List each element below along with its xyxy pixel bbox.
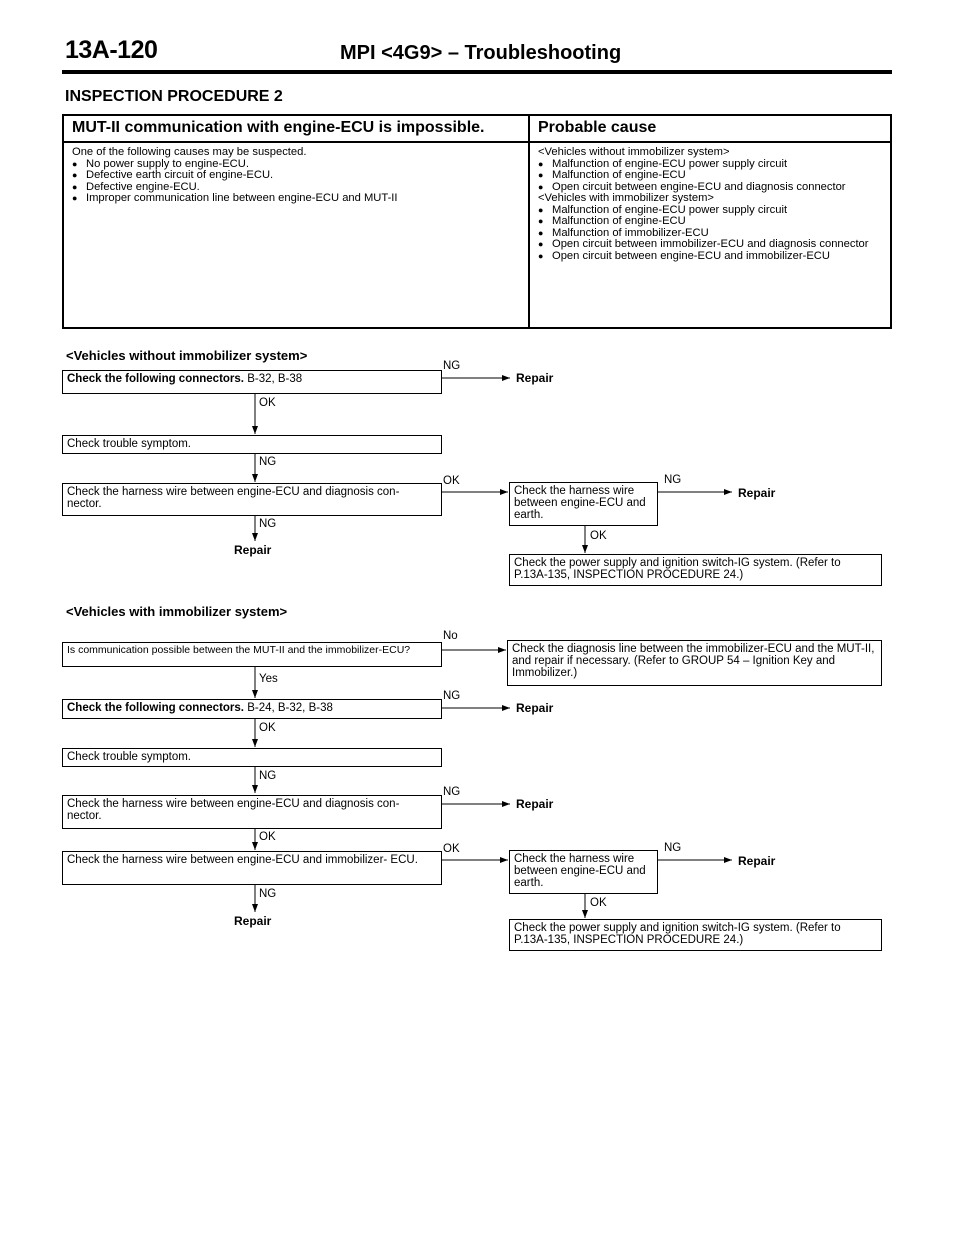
flow1-heading: <Vehicles without immobilizer system> (66, 348, 308, 363)
ok-label: OK (443, 843, 460, 855)
repair-label: Repair (738, 854, 776, 868)
flow1-check-harness-diagnosis: Check the harness wire between engine-ECU and diagnosis con- nector. (62, 483, 442, 516)
repair-label: Repair (516, 371, 554, 385)
flow2-check-diagnosis-line: Check the diagnosis line between the immobilizer-ECU and the MUT-II, and repair if necessary. (Refer to GROUP 54 – Ignition Key and Immobilizer.) (507, 640, 882, 686)
connector-check-label: Check the following connectors. (67, 702, 244, 714)
ng-label: NG (259, 518, 277, 530)
repair-label: Repair (234, 914, 272, 928)
procedure-title: INSPECTION PROCEDURE 2 (65, 88, 283, 105)
cause-group-title: <Vehicles without immobilizer system> (538, 146, 730, 158)
list-item: ● Open circuit between immobilizer-ECU and diagnosis connector (538, 239, 884, 251)
flow1-check-symptom: Check trouble symptom. (62, 435, 442, 454)
list-item: ● Improper communication line between engine-ECU and MUT-II (72, 193, 522, 205)
ok-label: OK (259, 397, 276, 409)
no-label: No (443, 630, 458, 642)
ng-label: NG (664, 474, 682, 486)
list-item: ● Open circuit between engine-ECU and immobilizer-ECU (538, 251, 884, 263)
flow2-check-harness-earth: Check the harness wire between engine-ECU and earth. (509, 850, 658, 894)
repair-label: Repair (738, 486, 776, 500)
list-item: ● Malfunction of immobilizer-ECU (538, 228, 884, 240)
ng-label: NG (443, 786, 461, 798)
flow1-check-power: Check the power supply and ignition switch-IG system. (Refer to P.13A-135, INSPECTION PROCEDURE 24.) (509, 554, 882, 586)
flow1-check-harness-earth: Check the harness wire between engine-ECU and earth. (509, 482, 658, 526)
list-item: ● No power supply to engine-ECU. (72, 159, 522, 171)
page-number: 13A-120 (65, 36, 158, 64)
ok-label: OK (443, 475, 460, 487)
ok-label: OK (590, 897, 607, 909)
ok-label: OK (590, 530, 607, 542)
ng-label: NG (259, 888, 277, 900)
list-item: ● Malfunction of engine-ECU (538, 216, 884, 228)
connector-codes: B-24, B-32, B-38 (247, 702, 333, 714)
cause-header: Probable cause (530, 116, 890, 143)
flow2-check-harness-immobilizer: Check the harness wire between engine-ECU and immobilizer- ECU. (62, 851, 442, 885)
repair-label: Repair (234, 543, 272, 557)
flow2-check-power: Check the power supply and ignition switch-IG system. (Refer to P.13A-135, INSPECTION PROCEDURE 24.) (509, 919, 882, 951)
ok-label: OK (259, 722, 276, 734)
flow2-check-harness-diagnosis: Check the harness wire between engine-ECU and diagnosis con- nector. (62, 795, 442, 829)
flow1-check-connectors (62, 370, 442, 394)
connector-codes: B-32, B-38 (247, 373, 303, 385)
flow2-check-connectors (62, 699, 442, 719)
yes-label: Yes (259, 673, 278, 685)
list-item: ● Malfunction of engine-ECU power supply circuit (538, 205, 884, 217)
flow2-check-symptom: Check trouble symptom. (62, 748, 442, 767)
list-item: ● Malfunction of engine-ECU power supply circuit (538, 159, 884, 171)
list-item: ● Malfunction of engine-ECU (538, 170, 884, 182)
repair-label: Repair (516, 701, 554, 715)
list-item: ● Defective earth circuit of engine-ECU. (72, 170, 522, 182)
ok-label: OK (259, 831, 276, 843)
repair-label: Repair (516, 797, 554, 811)
symptom-intro: One of the following causes may be suspected. (72, 146, 307, 158)
list-item: ● Defective engine-ECU. (72, 182, 522, 194)
ng-label: NG (259, 456, 277, 468)
flow2-question: Is communication possible between the MUT-II and the immobilizer-ECU? (62, 642, 442, 667)
ng-label: NG (259, 770, 277, 782)
ng-label: NG (443, 690, 461, 702)
flow2-heading: <Vehicles with immobilizer system> (66, 604, 288, 619)
symptom-header: MUT-II communication with engine-ECU is impossible. (64, 116, 528, 143)
connector-check-label: Check the following connectors. (67, 373, 244, 385)
page-title: MPI <4G9> – Troubleshooting (340, 42, 622, 64)
ng-label: NG (664, 842, 682, 854)
list-item: ● Open circuit between engine-ECU and diagnosis connector (538, 182, 884, 194)
cause-group-title: <Vehicles with immobilizer system> (538, 192, 714, 204)
ng-label: NG (443, 360, 461, 372)
